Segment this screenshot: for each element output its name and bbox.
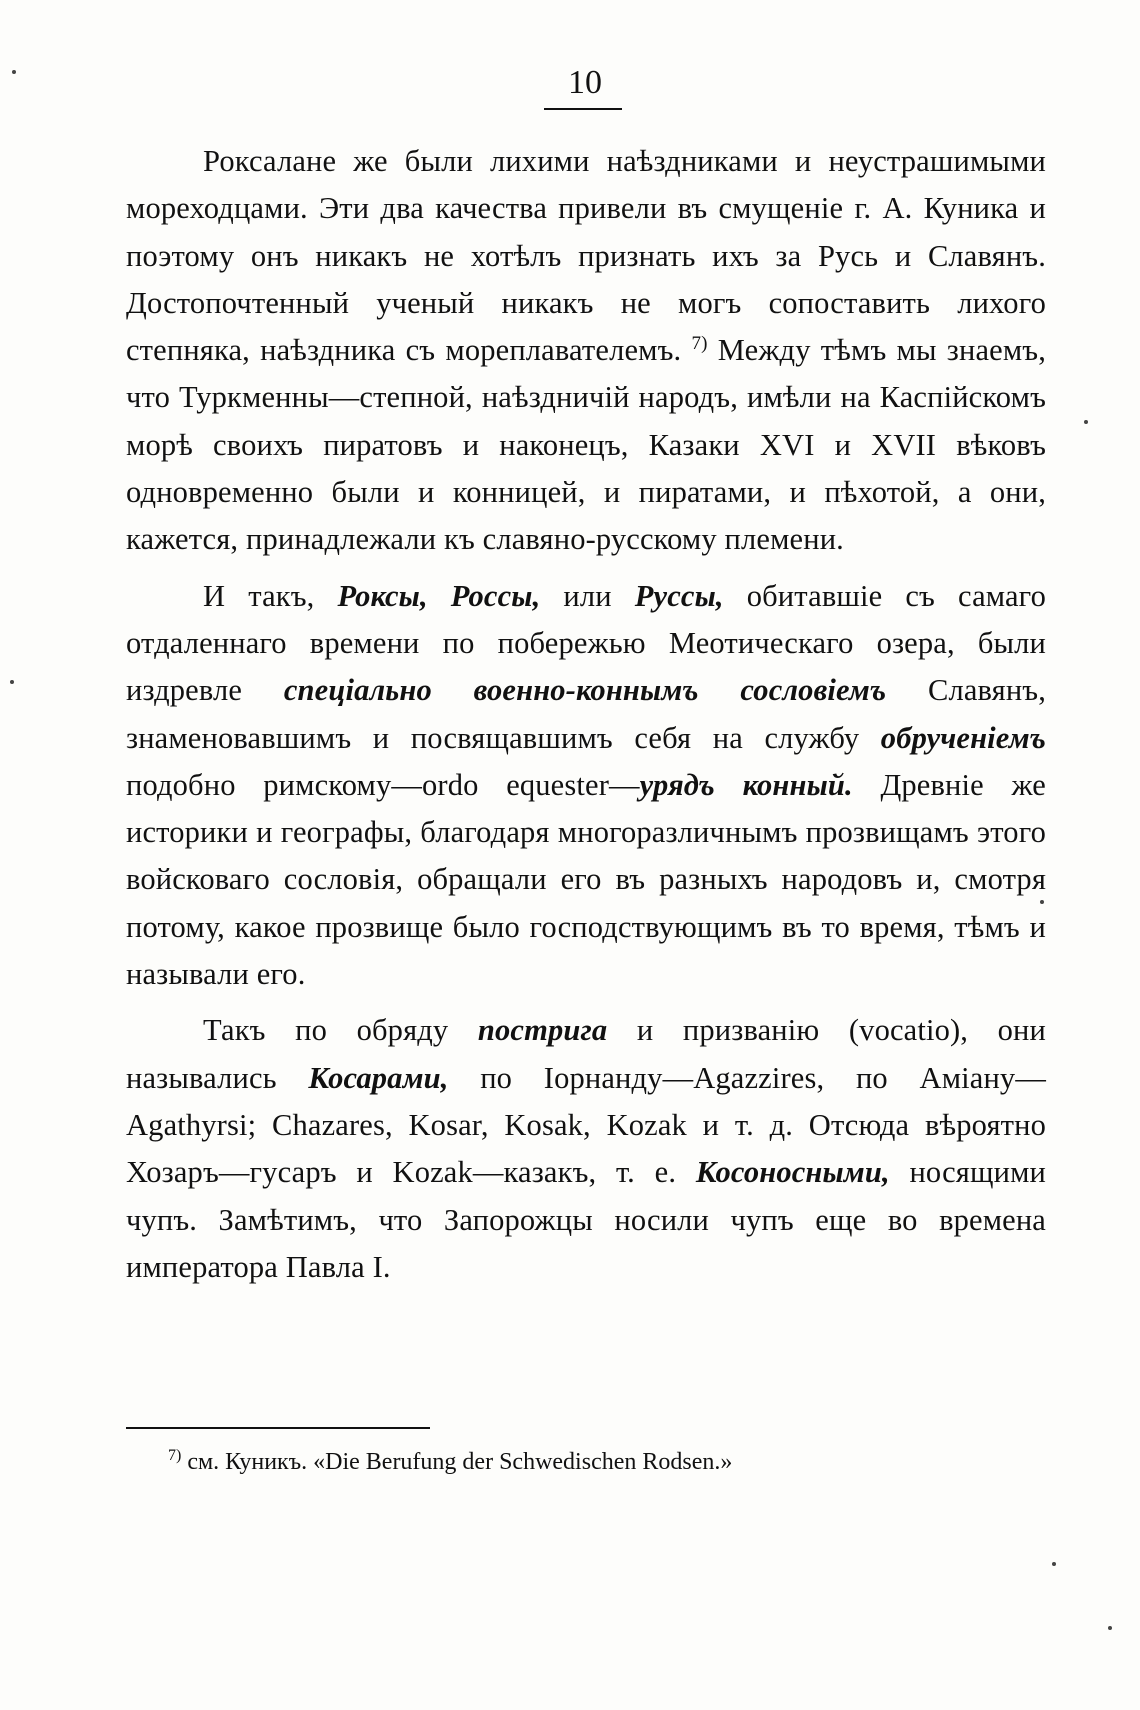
paragraph-1: [126, 138, 1046, 564]
paragraph-2-text-e: подобно римскому—ordo equester—: [126, 767, 640, 802]
italic-term-uryad-konny: урядъ конный.: [639, 767, 853, 802]
paragraph-2-text-c: обитавшіе съ самаго отдаленнаго времени по побережью Меотическаго озера, были издревле: [126, 578, 1046, 708]
paragraph-2-text-f: Древніе же историки и географы, благодаря многоразличнымъ прозвищамъ этого войсковаго сословія, обращали его въ разныхъ народовъ и, смотря потому, какое прозвище было господствующимъ въ то время, тѣмъ и называли его.: [126, 767, 1046, 992]
paragraph-1-text-a: Роксалане же были лихими наѣздниками и неустрашимыми мореходцами. Эти два качества привели въ смущеніе г. А. Куника и поэтому онъ никакъ не хотѣлъ признать ихъ за Русь и Славянъ. Достопочтенный ученый никакъ не могъ сопоставить лихого степняка, наѣздника съ мореплавателемъ.: [126, 144, 1046, 368]
footnote-reference: 7): [691, 333, 708, 355]
footnote-marker: 7): [168, 1447, 182, 1464]
page-number: 10: [568, 64, 602, 101]
footnote-rule: [126, 1427, 430, 1429]
paragraph-1-text-b: Между тѣмъ мы знаемъ, что Туркменны—степной, наѣздничій народъ, имѣли на Каспійскомъ морѣ своихъ пиратовъ и наконецъ, Казаки XVI и XVII вѣковъ одновременно были и конницей, и пиратами, и пѣхотой, а они, кажется, принадлежали къ славяно-русскому племени.: [126, 333, 1046, 557]
paragraph-2-text-a: И такъ,: [203, 578, 338, 613]
paragraph-2-text-b: или: [540, 578, 635, 613]
paragraph-3-text-b: и призванію (vocatio), они назывались: [126, 1013, 1046, 1095]
italic-term-postrig: пострига: [477, 1013, 608, 1048]
paragraph-3-text-c: по Іорнанду—Agazzires, по Аміану—Agathyrsi; Chazares, Kosar, Kosak, Kozak и т. д. Отсюда вѣроятно Хозаръ—гусаръ и Kozak—казакъ, т. е.: [126, 1060, 1046, 1190]
scan-speck: [10, 680, 14, 684]
scan-speck: [1108, 1626, 1112, 1630]
paragraph-2-text-d: Славянъ, знаменовавшимъ и посвящавшимъ себя на службу: [126, 673, 1047, 755]
paragraph-3-text-a: Такъ по обряду: [203, 1013, 478, 1048]
italic-term-kosonosnye: Косоносными,: [695, 1155, 890, 1190]
body-text: [126, 138, 1046, 1291]
scan-speck: [12, 70, 16, 74]
paragraph-3-text-d: носящими чупъ. Замѣтимъ, что Запорожцы носили чупъ еще во времена императора Павла I.: [126, 1155, 1046, 1284]
scan-speck: [1084, 420, 1088, 424]
paragraph-2: [126, 573, 1046, 999]
italic-term-roksy-rossy: Роксы, Россы,: [337, 578, 541, 613]
italic-term-russy: Руссы,: [634, 578, 724, 613]
italic-term-betrothal: обрученіемъ: [880, 720, 1046, 755]
italic-term-kosary: Косарами,: [308, 1060, 449, 1095]
page-number-rule: [544, 108, 622, 110]
paragraph-3: [126, 1007, 1046, 1291]
footnote: [168, 1446, 1048, 1478]
scan-speck: [1040, 900, 1044, 904]
italic-term-military-estate: спеціально военно-коннымъ сословіемъ: [283, 673, 887, 708]
footnote-text: см. Куникъ. «Die Berufung der Schwedischen Rodsen.»: [181, 1449, 733, 1475]
scan-speck: [1052, 1562, 1056, 1566]
